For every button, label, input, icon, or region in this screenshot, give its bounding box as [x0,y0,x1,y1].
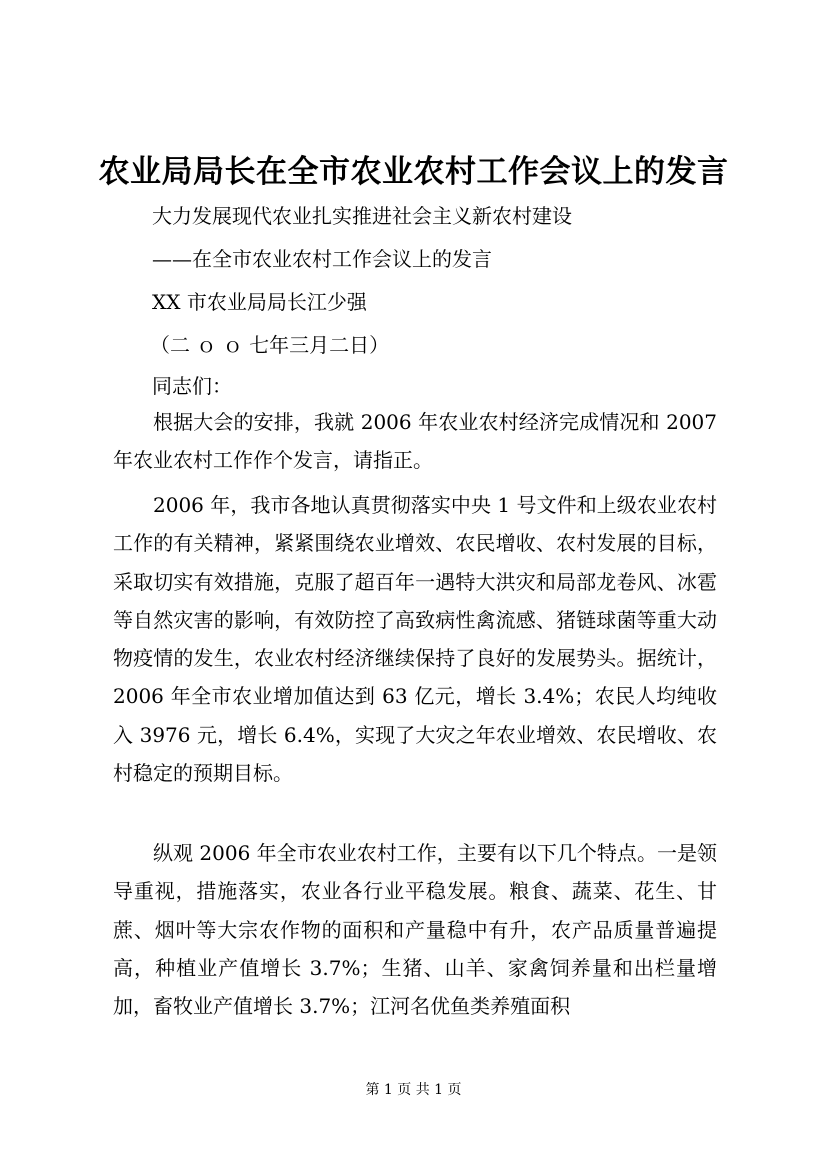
page-footer: 第 1 页 共 1 页 [365,1082,462,1098]
document-date: （二 ｏ ｏ 七年三月二日） [150,333,390,357]
document-salutation: 同志们： [152,374,232,398]
document-title: 农业局局长在全市农业农村工作会议上的发言 [98,154,729,190]
document-subtitle-secondary: ——在全市农业农村工作会议上的发言 [152,247,492,271]
paragraph-1: 根据大会的安排，我就 2006 年农业农村经济完成情况和 2007 年农业农村工作作个发言，请指正。 [113,410,717,473]
document-subtitle: 大力发展现代农业扎实推进社会主义新农村建设 [152,204,572,228]
document-author: XX 市农业局局长江少强 [152,290,367,314]
paragraph-3: 纵观 2006 年全市农业农村工作，主要有以下几个特点。一是领导重视，措施落实，农业各行业平稳发展。粮食、蔬菜、花生、甘蔗、烟叶等大宗农作物的面积和产量稳中有升，农产品质量普遍提高，种植业产值增长 3.7%；生猪、山羊、家禽饲养量和出栏量增加，畜牧业产值增长 3.7%；江河名优鱼类养殖面积 [113,841,717,1019]
paragraph-2: 2006 年，我市各地认真贯彻落实中央 1 号文件和上级农业农村工作的有关精神，紧紧围绕农业增效、农民增收、农村发展的目标，采取切实有效措施，克服了超百年一遇特大洪灾和局部龙卷风、冰雹等自然灾害的影响，有效防控了高致病性禽流感、猪链球菌等重大动物疫情的发生，农业农村经济继续保持了良好的发展势头。据统计，2006 年全市农业增加值达到 63 亿元，增长 3.4%；农民人均纯收入 3976 元，增长 6.4%，实现了大灾之年农业增效、农民增收、农村稳定的预期目标。 [113,493,717,786]
